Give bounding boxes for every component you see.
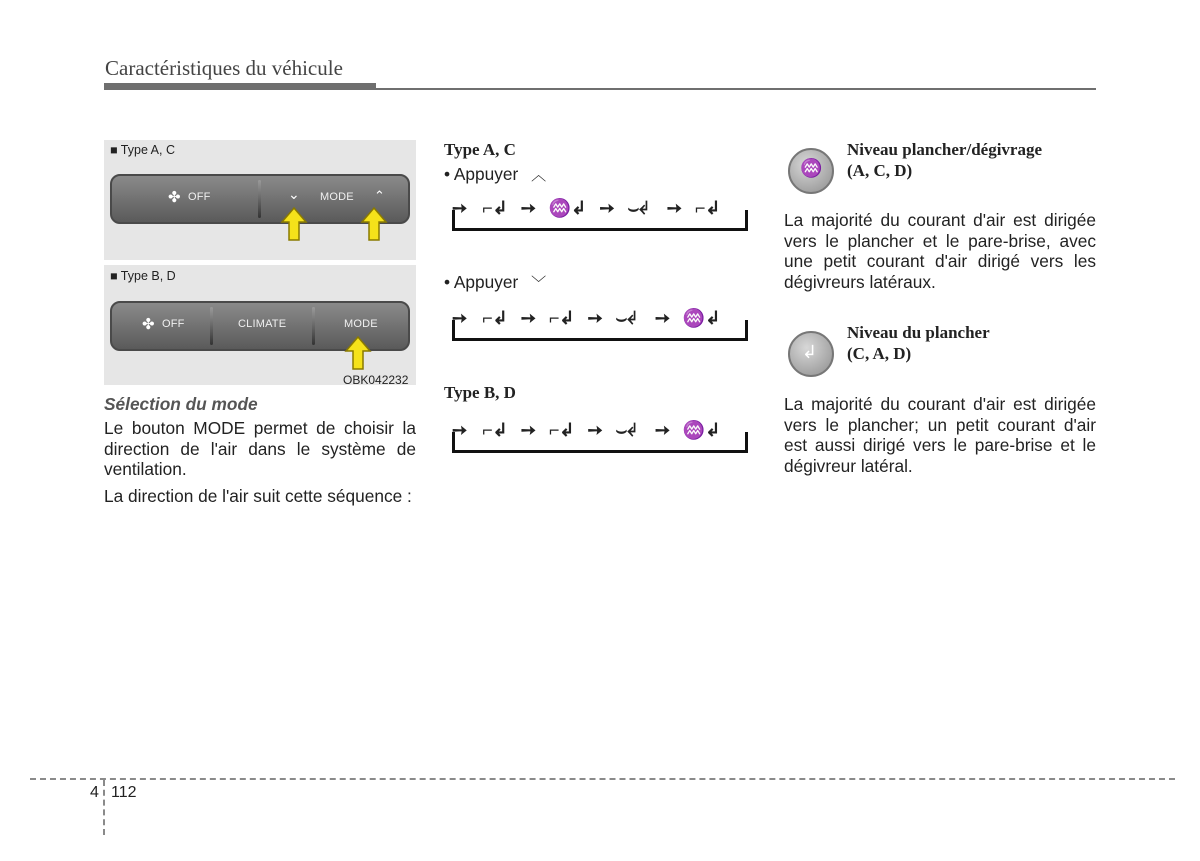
- sequence-icons: [452, 420, 748, 441]
- chevron-up-icon: ⌃: [374, 188, 385, 203]
- off-button-label: OFF: [162, 318, 185, 330]
- sequence-icons: [452, 308, 748, 329]
- arrow-right-icon: ➙: [520, 420, 536, 440]
- arrow-right-icon: ➙: [452, 198, 468, 218]
- fan-icon: ✤: [168, 189, 181, 206]
- arrow-right-icon: ➙: [666, 198, 682, 218]
- floor-icon: ⌣↲: [615, 420, 642, 440]
- chevron-down-icon: ⌄: [288, 186, 300, 202]
- fan-icon: ✤: [142, 316, 155, 333]
- mode-sequence-ac-down: [452, 308, 748, 348]
- climate-button-label: CLIMATE: [238, 318, 287, 330]
- off-button-label: OFF: [188, 191, 211, 203]
- divider: [258, 180, 261, 218]
- body-paragraph: La majorité du courant d'air est dirigée vers le plancher et le pare-brise, avec une petit courant d'air dirigé vers les dégivreurs latéraux.: [784, 210, 1096, 292]
- arrow-right-icon: ➙: [452, 308, 468, 328]
- floor-defrost-mode-icon: [788, 148, 834, 194]
- arrow-right-icon: ➙: [654, 420, 670, 440]
- section-subtitle: (C, A, D): [847, 344, 912, 363]
- body-paragraph: La direction de l'air suit cette séquence :: [104, 486, 412, 506]
- arrow-right-icon: ➙: [587, 308, 603, 328]
- header-rule-thin: [376, 88, 1096, 90]
- vent-icon: ⌐↲: [694, 198, 721, 218]
- mode-sequence-bd: [452, 420, 748, 460]
- press-down-text: • Appuyer: [444, 272, 519, 292]
- arrow-up-icon: [280, 206, 308, 242]
- arrow-right-icon: ➙: [520, 198, 536, 218]
- section-title: Niveau plancher/dégivrage: [847, 140, 1043, 159]
- bilevel-icon: ⌐↲: [548, 308, 575, 328]
- press-down-label: [444, 272, 546, 295]
- chevron-up-icon: ︿: [531, 167, 547, 184]
- body-paragraph: La majorité du courant d'air est dirigée vers le plancher; un petit courant d'air est aussi dirigé vers le pare-brise et le dégivreur latéral.: [784, 394, 1096, 476]
- bilevel-icon: ⌐↲: [548, 420, 575, 440]
- panel-label: ■ Type A, C: [110, 143, 175, 157]
- type-bd-heading: Type B, D: [444, 383, 516, 402]
- arrow-right-icon: ➙: [452, 420, 468, 440]
- figure-panel-type-bd: [104, 265, 416, 385]
- floor-icon: ⌣↲: [615, 308, 642, 328]
- floor-mode-icon: [788, 331, 834, 377]
- page-number: 112: [111, 784, 137, 801]
- chevron-down-icon: ﹀: [531, 275, 547, 292]
- sequence-icons: [452, 198, 748, 219]
- arrow-right-icon: ➙: [654, 308, 670, 328]
- arrow-up-icon: [360, 206, 388, 242]
- page-header-title: Caractéristiques du véhicule: [105, 56, 343, 80]
- arrow-up-icon: [344, 335, 372, 371]
- arrow-right-icon: ➙: [599, 198, 615, 218]
- press-up-text: • Appuyer: [444, 164, 519, 184]
- defrost-floor-glyph: ♒: [800, 158, 823, 178]
- header-rule-thick: [104, 83, 376, 90]
- press-up-label: [444, 164, 546, 187]
- mode-sequence-ac: [452, 198, 748, 238]
- section-title: Niveau du plancher: [847, 323, 990, 342]
- arrow-right-icon: ➙: [520, 308, 536, 328]
- defrost-floor-icon: ♒↲: [548, 198, 587, 218]
- panel-label: ■ Type B, D: [110, 269, 176, 283]
- defrost-floor-icon: ♒↲: [682, 308, 721, 328]
- bilevel-icon: ⌐↲: [482, 198, 508, 218]
- footer-divider: [103, 780, 105, 835]
- defrost-floor-icon: ♒↲: [682, 420, 721, 440]
- footer-rule: [30, 778, 1175, 780]
- section-subtitle: (A, C, D): [847, 161, 913, 180]
- divider: [210, 307, 213, 345]
- vent-icon: ⌐↲: [482, 308, 508, 328]
- divider: [312, 307, 315, 345]
- mode-button-label: MODE: [344, 318, 378, 330]
- figure-code: OBK042232: [343, 373, 409, 387]
- arrow-right-icon: ➙: [587, 420, 603, 440]
- section-heading: Sélection du mode: [104, 394, 258, 414]
- vent-icon: ⌐↲: [482, 420, 508, 440]
- mode-button-label: MODE: [320, 191, 354, 203]
- body-paragraph: Le bouton MODE permet de choisir la direction de l'air dans le système de ventilation.: [104, 418, 416, 479]
- chapter-number: 4: [90, 784, 99, 801]
- figure-panel-type-ac: [104, 140, 416, 260]
- floor-icon: ⌣↲: [627, 198, 654, 218]
- floor-glyph: ↲: [802, 342, 818, 362]
- type-ac-heading: Type A, C: [444, 140, 516, 159]
